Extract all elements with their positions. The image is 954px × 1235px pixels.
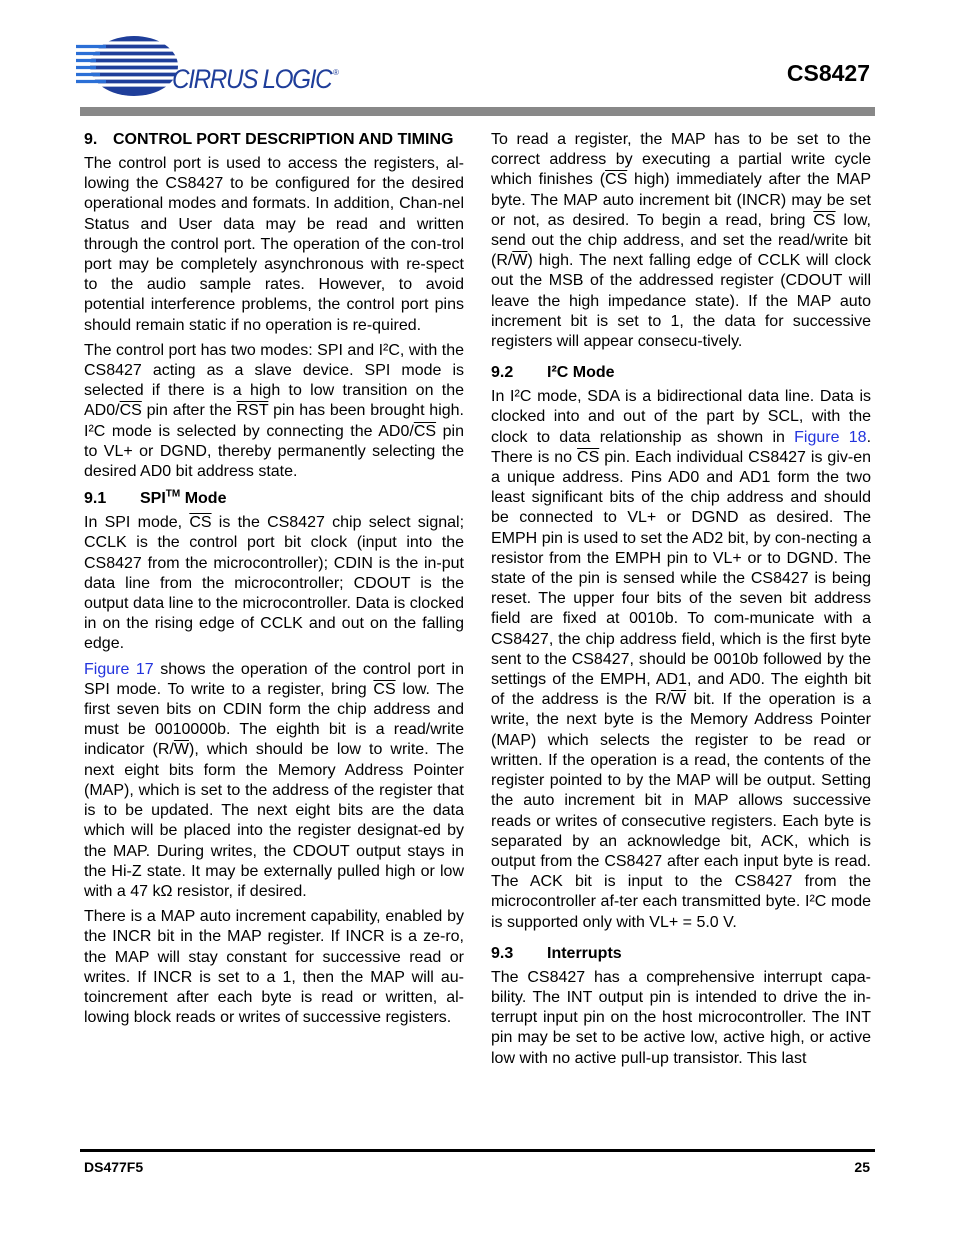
section-title [140,489,226,509]
section-9-1-paragraph-1 [84,513,464,654]
title-run: Mode [180,490,227,508]
text-run: shows the operation of the control port in SPI mode. To write to a register, bring [84,660,465,698]
text-run: pin has been brought high. I²C mode is selected by connecting the AD0/ [84,402,465,440]
text-run: ), which should be low to write. The next eight bits form the Memory Address Pointer (MAP), which is set to the address of the register that is to be updated. The next eight bits are the data which will be placed into the register designat-ed by the MAP. During writes, the CDOUT output stays in the Hi-Z state. It may be externally pulled high or low with a 47 kΩ resistor, if desired. [84,741,465,900]
cs-signal: $\overline{CS}$ [605,171,628,189]
cs-signal: $\overline{CS}$ [413,422,437,440]
section-9-paragraph-2 [84,341,464,482]
w-signal: $\overline{W}$ [671,691,687,709]
section-9-3-heading [491,944,871,964]
text-run: pin to VL+ or DGND, thereby permanently selecting the desired AD0 bit address state. [84,422,464,481]
text-run: low. The first seven bits on CDIN form the chip address and must be 0010000b. The eighth bit is a read/write indicator (R/ [84,680,464,759]
section-title: CONTROL PORT DESCRIPTION AND TIMING [113,131,454,148]
figure-18-link[interactable]: Figure 18 [794,428,867,446]
section-9-1-paragraph-3: There is a MAP auto increment capability, enabled by the INCR bit in the MAP register. If INCR is a ze-ro, the MAP will stay constant for successive read or writes. If INCR is set to a 1, then the MAP will au-toincrement after each byte is read or written, al-lowing block reads or writes of successive registers. [84,908,464,1027]
section-title: I²C Mode [547,364,615,382]
cs-signal: $\overline{CS}$ [119,402,142,420]
logo-registered-mark: ® [333,68,339,77]
left-column [84,130,464,1033]
section-title: Interrupts [547,944,622,962]
section-9-2-paragraph-1 [491,387,871,932]
text-run: low, send out the chip address, and set the read/write bit (R/ [491,211,871,270]
section-9-3-paragraph-1: The CS8427 has a comprehensive interrupt capa-bility. The INT output pin is intended to drive the in-terrupt input pin on the host microcontroller. The INT pin may be set to be active low, active high, or active low with no active pull-up transistor. This last [491,968,871,1067]
section-number: 9.2 [491,364,514,382]
text-run: is the CS8427 chip select signal; CCLK is the control port bit clock (input into the CS8427 from the microcontroller); CDIN is the in-put data line from the microcontroller; CDOUT is the output data line to the microcontroller. Data is clocked in on the rising edge of CCLK and out on the falling edge. [84,514,465,653]
cs-signal: $\overline{CS}$ [189,514,212,532]
text-run: pin. Each individual CS8427 is giv-en a unique address. Pins AD0 and AD1 form the two least significant bits of the chip address and should be connected to VL+ or DGND as desired. The EMPH pin is used to set the AD2 bit, by con-necting a resistor from the EMPH pin to VL+ or to DGND. The state of the pin is sensed while the CS8427 is being reset. The upper four bits of the seven bit address field are fixed at 0010b. To com-municate with a CS8427, the chip address field, which is the first byte sent to the CS8427, should be 0010b followed by the settings of the EMPH, AD1, and AD0. The eighth bit of the address is the R/ [491,448,871,709]
text-run: high) immediately after the MAP byte. The MAP auto increment bit (INCR) may be set or not, as desired. To begin a read, bring [491,171,871,229]
text-run: bit. If the operation is a write, the next byte is the Memory Address Pointer (MAP) which selects the register to be read or written. If the operation is a read, the contents of the register pointed to by the MAP will be output. Setting the auto increment bit in MAP allows successive reads or writes of consecutive registers. Each byte is separated by an acknowledge bit, ACK, which is output from the CS8427 after each input byte is read. The ACK bit is input to the CS8427 from the microcontroller af-ter each transmitted byte. I²C mode is supported only with VL+ = 5.0 V. [491,691,871,931]
section-9-1-paragraph-2 [84,660,464,902]
text-run: To read a register, the MAP has to be set to the correct address by executing a partial write cycle which finishes ( [491,131,871,189]
text-run: In SPI mode, [84,514,190,532]
cs-signal: $\overline{CS}$ [813,211,836,229]
section-9-1-paragraph-4 [491,130,871,352]
document-title: CS8427 [786,60,870,86]
footer-rule [80,1149,875,1152]
text-run: pin after the [141,402,237,420]
logo-wordmark: CIRRUS LOGIC [172,64,332,94]
title-run: SPI [140,490,166,508]
cs-signal: $\overline{CS}$ [373,680,396,698]
cs-signal: $\overline{CS}$ [577,448,600,466]
section-9-paragraph-1: The control port is used to access the registers, al-lowing the CS8427 to be configured for the desired operational modes and formats. In addition, Chan-nel Status and User data may be read and written through the control port. The operation of the con-trol port may be completely asynchronous with re-spect to the audio sample rates. However, to avoid potential interference problems, the control port pins should remain static if no operation is re-quired. [84,155,464,334]
trademark-superscript: TM [165,488,181,500]
header-rule [80,107,875,116]
rst-signal: $\overline{RST}$ [236,402,269,420]
section-number: 9.1 [84,490,107,508]
text-run: . There is no [491,428,872,466]
page-number: 25 [854,1159,870,1175]
text-run: The control port has two modes: SPI and I²C, with the CS8427 acting as a slave device. SPI mode is selected if there is a high to low transition on the AD0/ [84,341,464,420]
w-signal: $\overline{W}$ [173,741,189,759]
w-signal: $\overline{W}$ [512,252,528,270]
section-number: 9. [84,131,98,148]
section-9-heading [84,130,464,150]
section-9-2-heading [491,363,871,383]
text-run: In I²C mode, SDA is a bidirectional data line. Data is clocked into and out of the part by SCL, with the clock to data relationship as shown in [491,388,871,446]
document-number: DS477F5 [84,1159,144,1175]
figure-17-link[interactable]: Figure 17 [84,660,154,678]
section-number: 9.3 [491,944,514,962]
right-column [491,130,871,1074]
text-run: ) high. The next falling edge of CCLK will clock out the MSB of the addressed register (CDOUT will leave the high impedance state). If the MAP auto increment bit is set to 1, the data for successive registers will appear consecu-tively. [491,252,871,351]
section-9-1-heading [84,489,464,509]
